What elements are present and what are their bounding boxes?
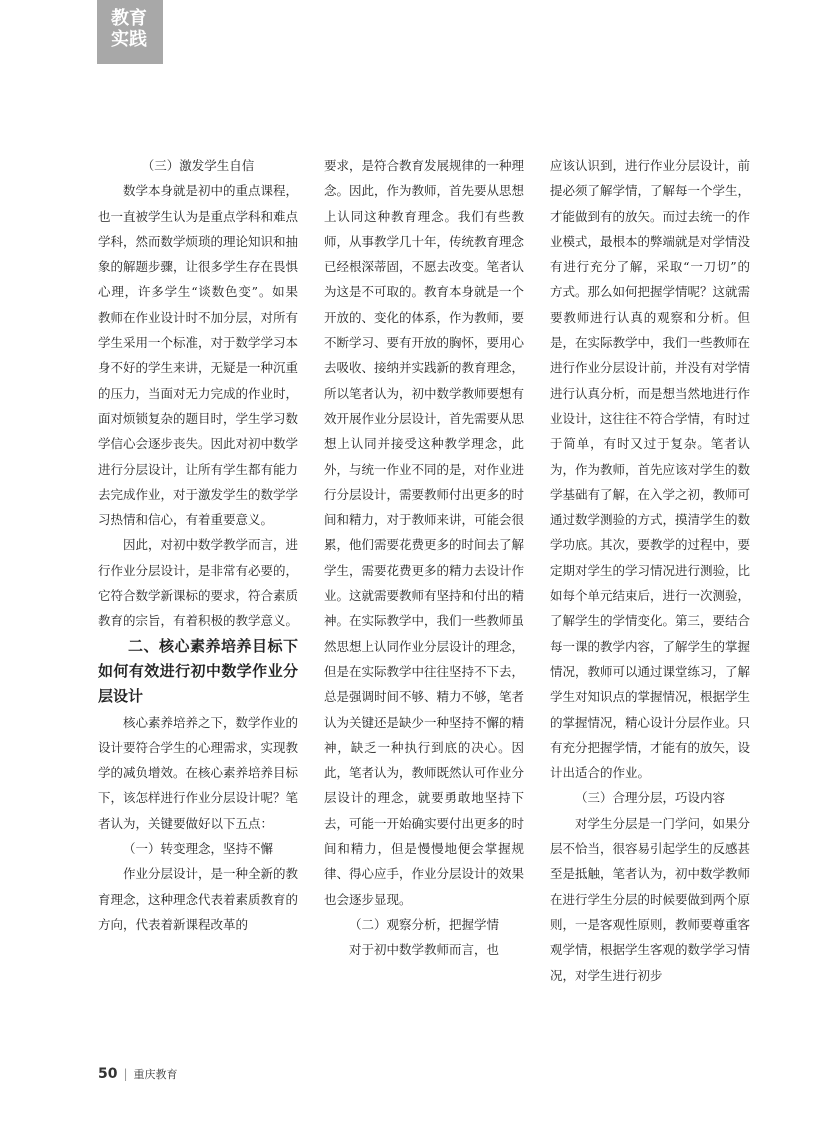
page-number: 50: [98, 1066, 118, 1082]
paragraph: 要求，是符合教育发展规律的一种理念。因此，作为教师，首先要从思想上认同这种教育理念。我们有些教师，从事教学几十年，传统教育理念已经根深蒂固，不愿去改变。笔者认为这是不可取的。教育本身就是一个开放的、变化的体系，作为教师，要不断学习、要有开放的胸怀，要用心去吸收、接纳并实践新的教育理念，所以笔者认为，初中数学教师要想有效开展作业分层设计，首先需要从思想上认同并接受这种教学理念，此外，与统一作业不同的是，对作业进行分层设计，需要教师付出更多的时间和精力，对于教师来讲，可能会很累，他们需要花费更多的时间去了解学生，需要花费更多的精力去设计作业。这就需要教师有坚持和付出的精神。在实际教学中，我们一些教师虽然思想上认同作业分层设计的理念，但是在实际教学中往往坚持不下去，总是强调时间不够、精力不够，笔者认为关键还是缺少一种坚持不懈的精神，缺乏一种执行到底的决心。因此，笔者认为，教师既然认可作业分层设计的理念，就要勇敢地坚持下去，可能一开始确实要付出更多的时间和精力，但是慢慢地便会掌握规律、得心应手，作业分层设计的效果也会逐步显现。: [324, 158, 525, 907]
magazine-name: 重庆教育: [133, 1068, 178, 1081]
paragraph: 应该认识到，进行作业分层设计，前提必须了解学情，了解每一个学生，才能做到有的放矢。而过去统一的作业模式，最根本的弊端就是对学情没有进行充分了解，采取“一刀切”的方式。那么如何把握学情呢？这就需要教师进行认真的观察和分析。但是，在实际教学中，我们一些教师在进行作业分层设计前，并没有对学情进行认真分析，而是想当然地进行作业设计，这往往不符合学情，有时过于简单，有时又过于复杂。笔者认为，作为教师，首先应该对学生的数学基础有了解，在入学之初，教师可通过数学测验的方式，摸清学生的数学功底。其次，要教学的过程中，要定期对学生的学习情况进行测验，比如每个单元结束后，进行一次测验，了解学生的学情变化。第三，要结合每一课的教学内容，了解学生的掌握情况，教师可以通过课堂练习，了解学生对知识点的掌握情况，根据学生的掌握情况，精心设计分层作业。只有充分把握学情，才能有的放矢，设计出适合的作业。: [550, 158, 751, 781]
subheading: （二）观察分析，把握学情: [348, 916, 499, 932]
column-1: [98, 153, 298, 937]
subheading: （三）激发学生自信: [141, 158, 255, 173]
section-tab-line1: 教育: [111, 8, 147, 29]
page-footer: [98, 1066, 178, 1082]
paragraph: 作业分层设计，是一种全新的教育理念，这种理念代表着素质教育的方向，代表着新课程改革的: [98, 866, 299, 932]
paragraph: 对于初中数学教师而言，也: [349, 942, 500, 958]
footer-separator: |: [123, 1067, 128, 1081]
subheading: （一）转变理念，坚持不懈: [122, 841, 273, 857]
subheading: （三）合理分层，巧设内容: [574, 790, 725, 806]
paragraph: 对学生分层是一门学问，如果分层不恰当，很容易引起学生的反感甚至是抵触，笔者认为，初中数学教师在进行学生分层的时候要做到两个原则，一是客观性原则，教师要尊重客观学情，根据学生客观的数学学习情况，对学生进行初步: [550, 815, 751, 983]
column-2: [324, 153, 524, 963]
paragraph: 因此，对初中数学教学而言，进行作业分层设计，是非常有必要的，它符合数学新课标的要求，符合素质教育的宗旨，有着积极的教学意义。: [98, 537, 299, 629]
column-3: [550, 153, 750, 988]
section-tab: [97, 0, 163, 64]
section-heading: 二、核心素养培养目标下如何有效进行初中数学作业分层设计: [98, 636, 298, 706]
paragraph: 核心素养培养之下，数学作业的设计要符合学生的心理需求，实现教学的减负增效。在核心素养培养目标下，该怎样进行作业分层设计呢？笔者认为，关键要做好以下五点：: [98, 714, 299, 831]
section-tab-line2: 实践: [111, 29, 147, 50]
paragraph: 数学本身就是初中的重点课程，也一直被学生认为是重点学科和难点学科，然而数学烦琐的理论知识和抽象的解题步骤，让很多学生存在畏惧心理，许多学生“谈数色变”。如果教师在作业设计时不加分层，对所有学生采用一个标准，对于数学学习本身不好的学生来讲，无疑是一种沉重的压力，当面对无力完成的作业时，面对烦锁复杂的题目时，学生学习数学信心会逐步丧失。因此对初中数学进行分层设计，让所有学生都有能力去完成作业，对于激发学生的数学学习热情和信心，有着重要意义。: [98, 183, 299, 528]
